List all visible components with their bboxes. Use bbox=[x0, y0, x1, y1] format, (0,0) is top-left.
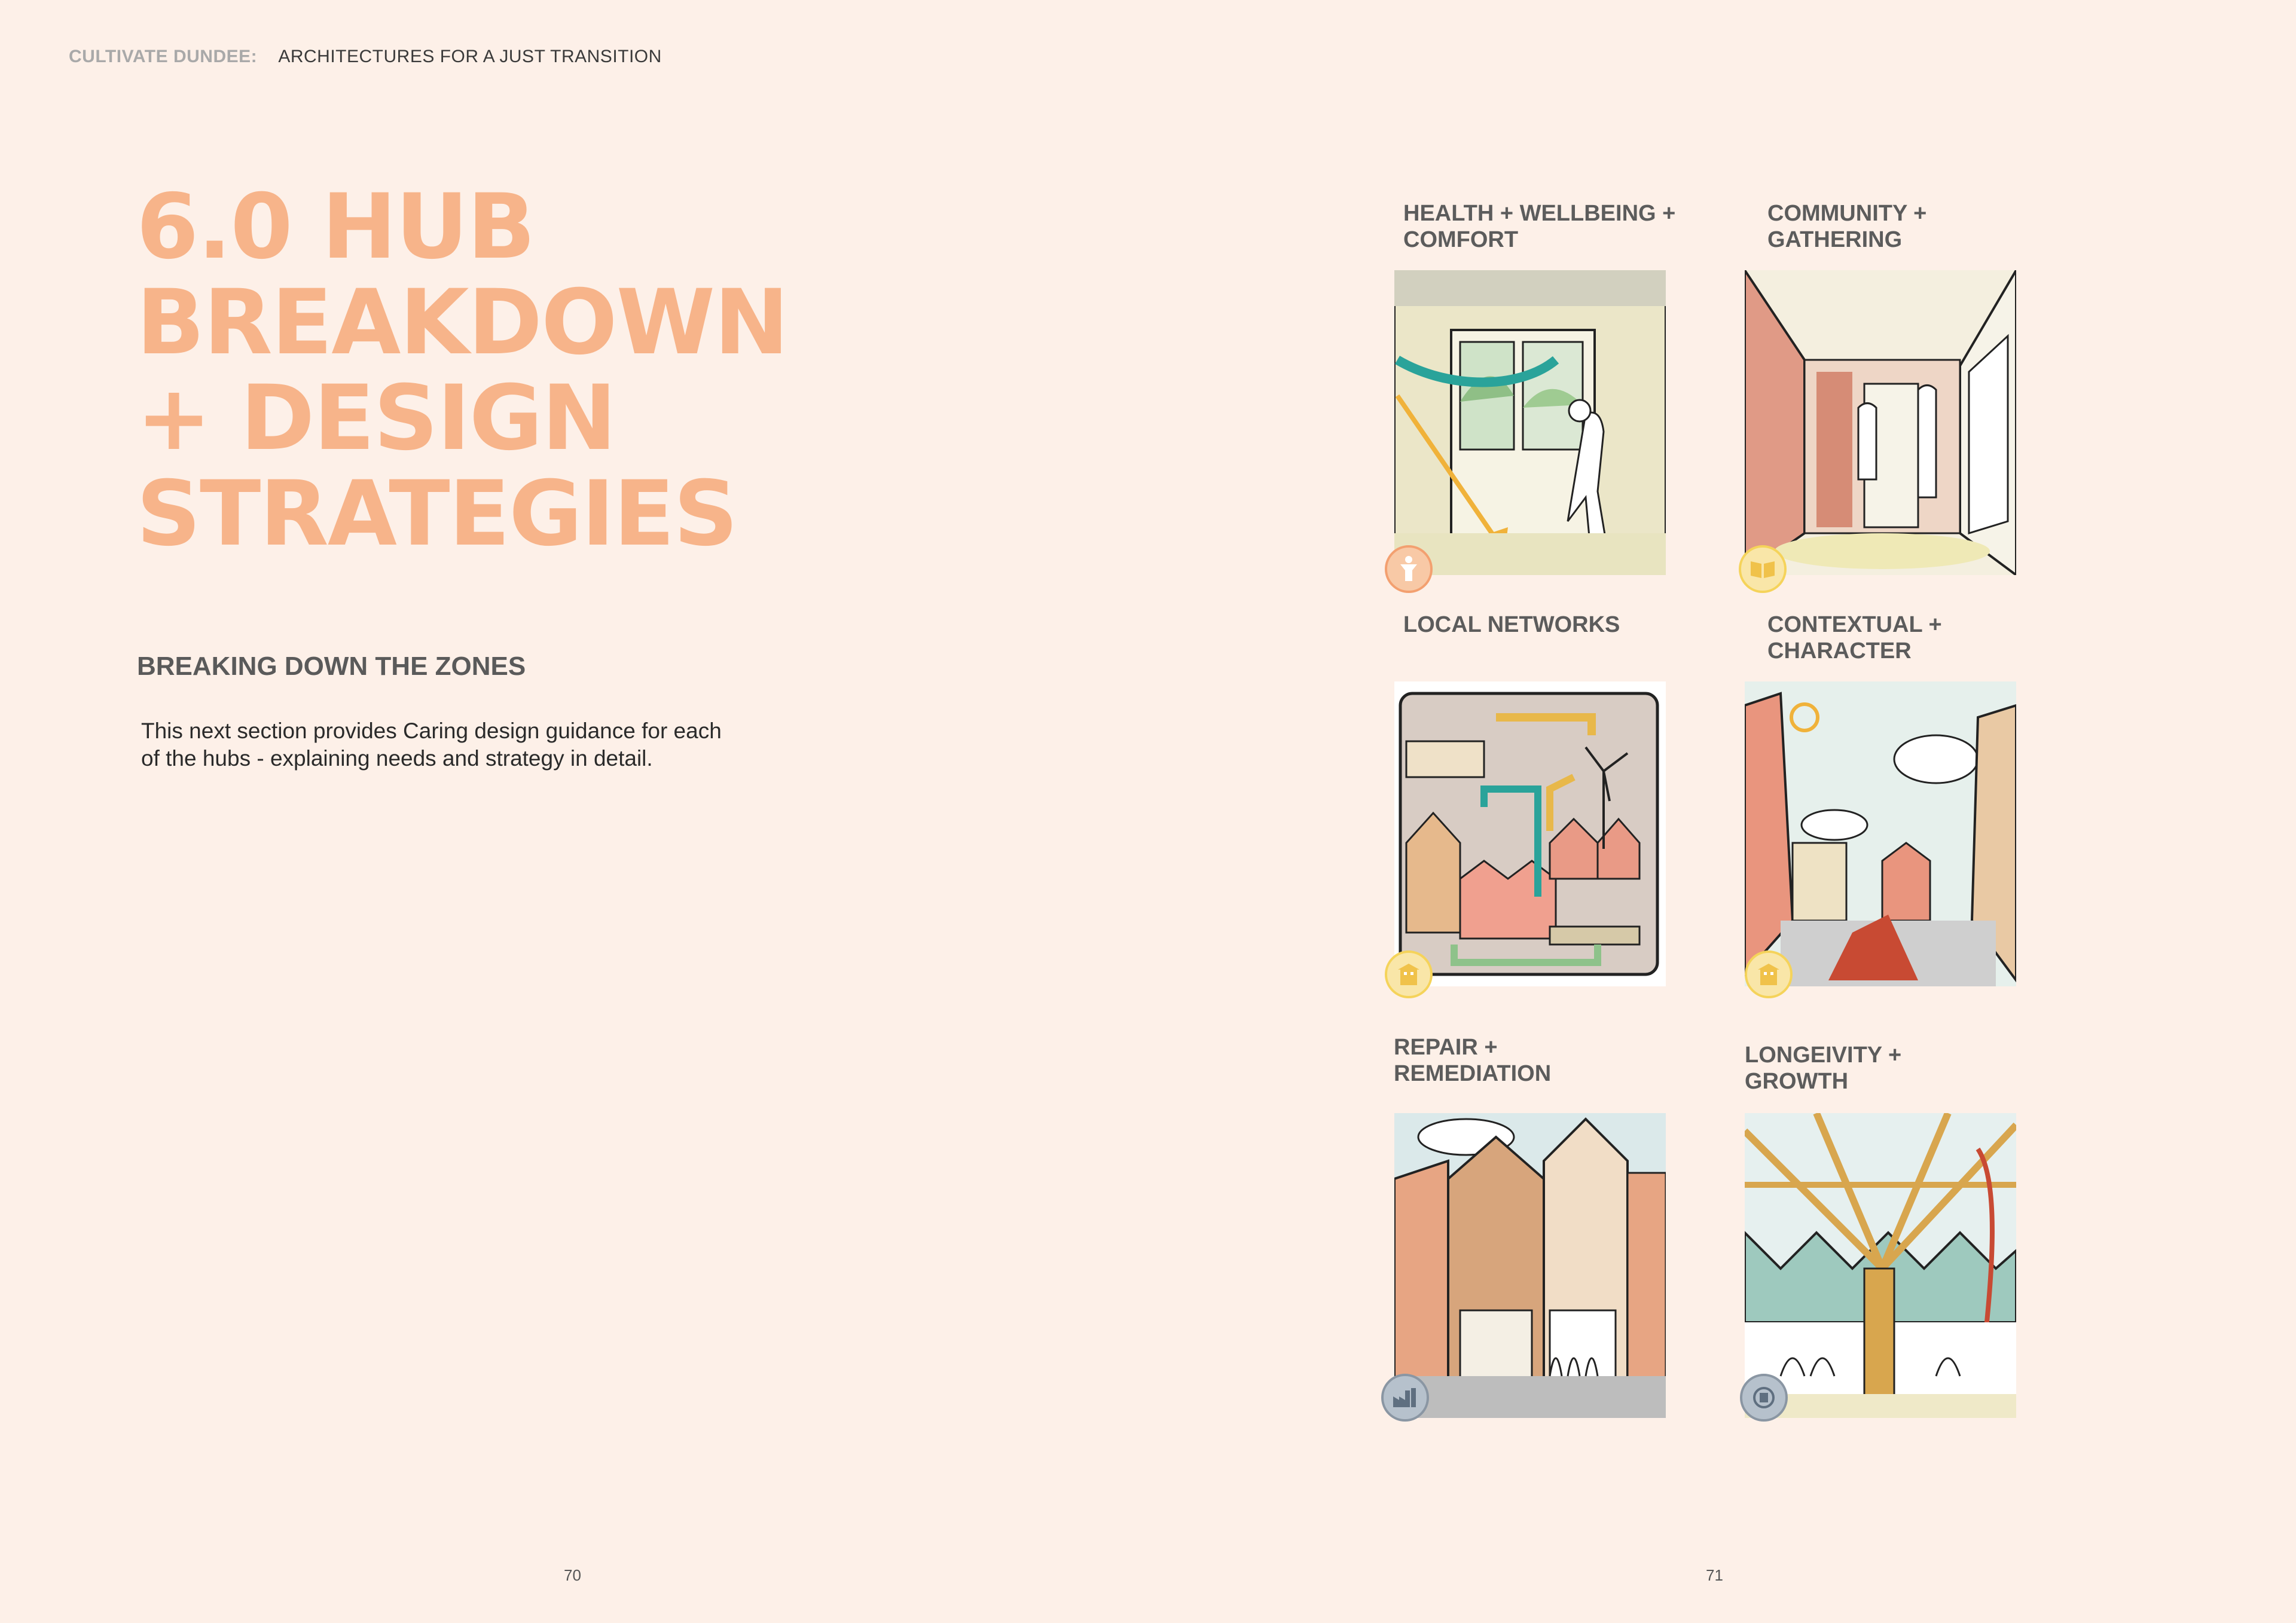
factory-icon bbox=[1381, 1374, 1429, 1422]
hub-label-line: LONGEIVITY + bbox=[1745, 1043, 1902, 1068]
hub-label-line: CHARACTER bbox=[1767, 638, 1912, 664]
hub-label-health bbox=[1403, 200, 1675, 253]
hub-label-line: HEALTH + WELLBEING + bbox=[1403, 201, 1676, 226]
wellbeing-person-icon bbox=[1385, 545, 1433, 593]
recycle-building-icon bbox=[1740, 1374, 1788, 1422]
hub-label-longevity bbox=[1745, 1042, 1901, 1095]
building-icon bbox=[1385, 950, 1433, 998]
hub-label-line: REMEDIATION bbox=[1394, 1061, 1552, 1086]
hub-illustration-contextual bbox=[1745, 681, 2016, 986]
header-subtitle: ARCHITECTURES FOR A JUST TRANSITION bbox=[278, 47, 662, 66]
hub-label-line: CONTEXTUAL + bbox=[1767, 612, 1942, 637]
hub-illustration-longevity bbox=[1745, 1113, 2016, 1418]
hub-illustration-repair bbox=[1394, 1113, 1666, 1418]
hub-label-line: REPAIR + bbox=[1394, 1035, 1498, 1060]
intro-paragraph: This next section provides Caring design guidance for each of the hubs - explaining needs and strategy in detail. bbox=[141, 719, 722, 771]
header-brand: CULTIVATE DUNDEE: bbox=[69, 47, 258, 66]
title-line: STRATEGIES bbox=[136, 462, 737, 566]
page-number-left: 70 bbox=[564, 1566, 581, 1584]
hub-label-repair bbox=[1394, 1034, 1551, 1087]
section-subheading: BREAKING DOWN THE ZONES bbox=[137, 652, 526, 681]
hub-label-contextual bbox=[1767, 612, 1942, 664]
hub-label-line: COMFORT bbox=[1403, 227, 1519, 252]
title-line: 6.0 HUB bbox=[136, 175, 535, 279]
hub-label-community bbox=[1767, 200, 1926, 253]
hub-illustration-health bbox=[1394, 270, 1666, 575]
hub-illustration-community bbox=[1745, 270, 2016, 575]
hub-label-line: LOCAL NETWORKS bbox=[1403, 612, 1620, 637]
hub-label-line: GROWTH bbox=[1745, 1069, 1849, 1094]
running-header bbox=[69, 47, 662, 67]
book-icon bbox=[1739, 545, 1787, 593]
page-number-right: 71 bbox=[1706, 1566, 1723, 1584]
hub-label-line: GATHERING bbox=[1767, 227, 1903, 252]
hub-illustration-local-networks bbox=[1394, 681, 1666, 986]
hub-label-line: COMMUNITY + bbox=[1767, 201, 1927, 226]
title-line: BREAKDOWN bbox=[136, 271, 788, 375]
hub-label-local-networks bbox=[1403, 612, 1620, 638]
building-icon bbox=[1745, 950, 1793, 998]
title-line: + DESIGN bbox=[136, 366, 616, 470]
page-title bbox=[136, 175, 973, 566]
